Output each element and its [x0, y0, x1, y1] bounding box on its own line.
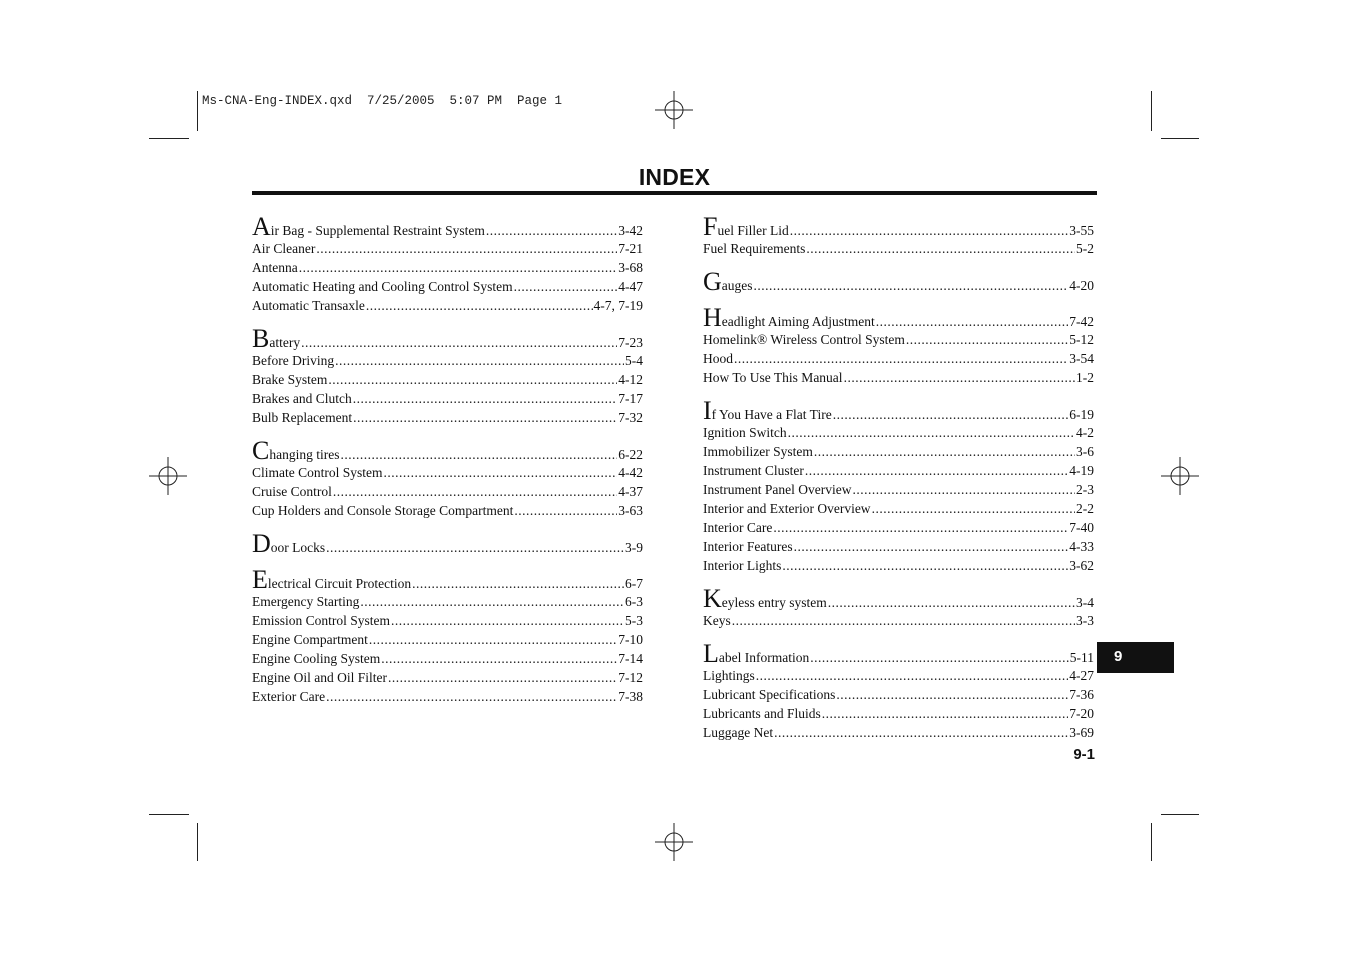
index-section-b — [252, 324, 643, 427]
index-entry-label — [703, 499, 871, 518]
index-entry-page: 3-6 — [1076, 444, 1094, 459]
index-entry-page: 5-2 — [1076, 241, 1094, 256]
index-entry-page: 5-12 — [1069, 332, 1094, 347]
registration-mark-right — [1161, 457, 1199, 495]
index-entry-text: Lightings — [703, 668, 755, 683]
index-entry — [703, 584, 1094, 613]
index-entry-label — [703, 442, 813, 461]
dot-leader — [299, 258, 618, 277]
index-entry-page: 6-22 — [618, 447, 643, 462]
dot-leader — [836, 685, 1068, 704]
index-entry-text: ir Bag - Supplemental Restraint System — [270, 223, 485, 238]
index-entry-label — [703, 723, 773, 742]
index-entry-label — [252, 258, 298, 277]
index-entry-text: Brake System — [252, 372, 328, 387]
index-entry — [252, 239, 643, 258]
index-entry-page: 7-42 — [1069, 314, 1094, 329]
index-entry — [703, 442, 1094, 461]
index-entry — [252, 501, 643, 520]
section-initial-letter: A — [252, 212, 271, 241]
index-section-f — [703, 212, 1094, 258]
index-entry-text: attery — [269, 335, 301, 350]
index-entry-page: 3-68 — [618, 260, 643, 275]
dot-leader — [353, 389, 618, 408]
dot-leader — [822, 704, 1069, 723]
index-entry — [252, 389, 643, 408]
page-title: INDEX — [638, 164, 711, 190]
index-entry-text: Interior Lights — [703, 558, 782, 573]
index-entry-text: Before Driving — [252, 353, 335, 368]
dot-leader — [732, 611, 1075, 630]
index-entry-text: Fuel Requirements — [703, 241, 806, 256]
dot-leader — [774, 723, 1068, 742]
section-initial-letter: C — [252, 436, 270, 465]
index-entry-page: 4-37 — [618, 484, 643, 499]
index-entry-text: f You Have a Flat Tire — [711, 407, 832, 422]
index-entry-text: Immobilizer System — [703, 444, 813, 459]
index-entry-page: 3-63 — [618, 503, 643, 518]
index-entry-page: 7-20 — [1069, 706, 1094, 721]
dot-leader — [316, 239, 617, 258]
dot-leader — [794, 537, 1069, 556]
index-entry — [703, 461, 1094, 480]
index-entry — [252, 351, 643, 370]
index-entry-text: Engine Oil and Oil Filter — [252, 670, 387, 685]
section-initial-letter: L — [703, 639, 719, 668]
section-initial-letter: B — [252, 324, 270, 353]
index-entry-page: 3-4 — [1076, 595, 1094, 610]
dot-leader — [806, 239, 1075, 258]
index-entry — [252, 565, 643, 594]
index-entry-text: Exterior Care — [252, 689, 326, 704]
index-entry — [252, 592, 643, 611]
index-entry-text: Antenna — [252, 260, 298, 275]
index-entry-text: Climate Control System — [252, 465, 383, 480]
dot-leader — [872, 499, 1075, 518]
index-entry-text: Ignition Switch — [703, 425, 787, 440]
index-entry — [252, 649, 643, 668]
index-entry-label — [252, 649, 380, 668]
index-entry-page: 5-3 — [625, 613, 643, 628]
index-entry — [252, 436, 643, 465]
section-initial-letter: D — [252, 529, 271, 558]
index-entry-label — [703, 480, 851, 499]
index-entry — [703, 611, 1094, 630]
index-entry-text: Bulb Replacement — [252, 410, 353, 425]
dot-leader — [326, 537, 624, 559]
index-entry-text: abel Information — [718, 650, 810, 665]
dot-leader — [852, 480, 1075, 499]
page-number: 9-1 — [1073, 746, 1095, 763]
index-entry — [703, 723, 1094, 742]
index-entry — [703, 480, 1094, 499]
index-entry-label — [252, 277, 513, 296]
index-entry-text: eyless entry system — [721, 595, 827, 610]
index-entry-label — [252, 463, 383, 482]
index-entry — [252, 370, 643, 389]
index-entry-text: Engine Cooling System — [252, 651, 381, 666]
index-entry-page: 4-33 — [1069, 539, 1094, 554]
dot-leader — [360, 592, 624, 611]
index-section-a — [252, 212, 643, 315]
index-entry-page: 4-7, 7-19 — [593, 298, 643, 313]
index-entry — [252, 463, 643, 482]
index-entry-text: oor Locks — [270, 540, 326, 555]
index-entry-label — [252, 501, 513, 520]
index-entry-text: Keys — [703, 613, 731, 628]
print-slug: Ms-CNA-Eng-INDEX.qxd 7/25/2005 5:07 PM Page 1 — [202, 94, 563, 108]
registration-mark-top — [655, 91, 693, 129]
index-entry-page: 7-38 — [618, 689, 643, 704]
index-entry-page: 4-27 — [1069, 668, 1094, 683]
index-section-e — [252, 565, 643, 706]
index-section-c — [252, 436, 643, 520]
registration-mark-left — [149, 457, 187, 495]
index-entry — [703, 518, 1094, 537]
index-entry-label — [252, 408, 352, 427]
index-entry-text: Lubricant Specifications — [703, 687, 836, 702]
index-entry-page: 2-2 — [1076, 501, 1094, 516]
index-entry-page: 7-40 — [1069, 520, 1094, 535]
index-entry — [252, 408, 643, 427]
index-entry-text: Interior and Exterior Overview — [703, 501, 871, 516]
dot-leader — [369, 630, 617, 649]
index-entry-label — [703, 685, 835, 704]
dot-leader — [353, 408, 617, 427]
index-entry — [252, 687, 643, 706]
index-entry — [252, 296, 643, 315]
index-entry-text: Interior Features — [703, 539, 793, 554]
index-entry-text: How To Use This Manual — [703, 370, 843, 385]
index-entry-page: 7-12 — [618, 670, 643, 685]
index-entry-page: 4-47 — [618, 279, 643, 294]
dot-leader — [366, 296, 593, 315]
index-entry-page: 1-2 — [1076, 370, 1094, 385]
dot-leader — [773, 518, 1068, 537]
index-entry-page: 7-21 — [618, 241, 643, 256]
dot-leader — [384, 463, 618, 482]
index-entry — [252, 668, 643, 687]
index-entry-label — [703, 611, 731, 630]
index-entry — [703, 423, 1094, 442]
index-entry-text: Luggage Net — [703, 725, 774, 740]
dot-leader — [333, 482, 617, 501]
index-entry-text: Engine Compartment — [252, 632, 368, 647]
section-initial-letter: F — [703, 212, 718, 241]
index-entry-label — [703, 349, 733, 368]
index-entry — [703, 330, 1094, 349]
index-entry-text: hanging tires — [269, 447, 340, 462]
dot-leader — [335, 351, 624, 370]
index-entry-page: 2-3 — [1076, 482, 1094, 497]
section-initial-letter: E — [252, 565, 268, 594]
section-initial-letter: H — [703, 303, 722, 332]
index-entry — [252, 630, 643, 649]
index-entry-page: 3-55 — [1069, 223, 1094, 238]
index-entry-label — [703, 368, 843, 387]
index-entry-text: Air Cleaner — [252, 241, 316, 256]
index-entry — [703, 212, 1094, 241]
index-entry-label — [703, 666, 755, 685]
index-entry-text: auges — [721, 278, 753, 293]
index-entry — [703, 537, 1094, 556]
dot-leader — [814, 442, 1075, 461]
index-entry — [252, 277, 643, 296]
index-entry-page: 7-10 — [618, 632, 643, 647]
index-entry-text: Instrument Panel Overview — [703, 482, 852, 497]
index-entry-page: 4-42 — [618, 465, 643, 480]
index-entry-text: lectrical Circuit Protection — [267, 576, 412, 591]
index-entry-page: 7-32 — [618, 410, 643, 425]
index-entry-page: 6-3 — [625, 594, 643, 609]
index-entry-text: Homelink® Wireless Control System — [703, 332, 905, 347]
index-entry-label — [703, 704, 821, 723]
index-column-right — [703, 212, 1094, 756]
index-entry-page: 4-19 — [1069, 463, 1094, 478]
index-entry-page: 4-12 — [618, 372, 643, 387]
index-column-left — [252, 212, 643, 720]
dot-leader — [844, 368, 1075, 387]
index-entry-text: Interior Care — [703, 520, 773, 535]
index-entry — [703, 349, 1094, 368]
index-section-d — [252, 529, 643, 558]
dot-leader — [756, 666, 1068, 685]
index-entry — [703, 666, 1094, 685]
index-entry-page: 7-17 — [618, 391, 643, 406]
index-entry — [703, 685, 1094, 704]
index-entry-label — [252, 668, 387, 687]
index-entry-label — [252, 239, 315, 258]
index-entry — [252, 258, 643, 277]
dot-leader — [788, 423, 1075, 442]
index-entry — [703, 499, 1094, 518]
index-entry — [703, 639, 1094, 668]
index-entry-page: 5-4 — [625, 353, 643, 368]
index-section-l — [703, 639, 1094, 742]
index-entry — [703, 396, 1094, 425]
index-entry-label — [252, 351, 334, 370]
index-entry-label — [252, 296, 365, 315]
index-entry — [703, 303, 1094, 332]
index-entry-page: 3-42 — [618, 223, 643, 238]
index-entry-label — [252, 630, 368, 649]
index-entry-text: Brakes and Clutch — [252, 391, 352, 406]
index-entry-text: Emergency Starting — [252, 594, 360, 609]
index-entry-page: 4-2 — [1076, 425, 1094, 440]
index-section-h — [703, 303, 1094, 387]
index-entry-page: 6-19 — [1069, 407, 1094, 422]
index-entry-text: eadlight Aiming Adjustment — [721, 314, 875, 329]
dot-leader — [391, 611, 624, 630]
index-section-i — [703, 396, 1094, 575]
index-entry — [252, 324, 643, 353]
index-entry — [252, 529, 643, 558]
index-entry-label — [252, 611, 390, 630]
index-entry-page: 5-11 — [1069, 650, 1094, 665]
index-entry-page: 3-3 — [1076, 613, 1094, 628]
index-entry-label — [252, 389, 352, 408]
index-entry-text: uel Filler Lid — [717, 223, 789, 238]
chapter-tab-number: 9 — [1114, 648, 1123, 665]
dot-leader — [326, 687, 617, 706]
dot-leader — [514, 277, 618, 296]
index-entry-label — [703, 330, 905, 349]
index-entry-text: Hood — [703, 351, 733, 366]
index-entry-text: Lubricants and Fluids — [703, 706, 821, 721]
index-entry-label — [703, 537, 793, 556]
chapter-tab — [1097, 642, 1174, 673]
index-entry-page: 4-20 — [1069, 278, 1094, 293]
index-entry-text: Automatic Heating and Cooling Control System — [252, 279, 513, 294]
dot-leader — [388, 668, 617, 687]
index-entry-page: 3-62 — [1069, 558, 1094, 573]
index-section-k — [703, 584, 1094, 630]
dot-leader — [328, 370, 617, 389]
index-entry-label — [703, 423, 787, 442]
index-entry-page: 7-14 — [618, 651, 643, 666]
index-entry-label — [252, 482, 332, 501]
index-entry-label — [252, 529, 326, 559]
index-entry — [703, 368, 1094, 387]
index-entry — [252, 212, 643, 241]
dot-leader — [734, 349, 1068, 368]
index-entry — [703, 556, 1094, 575]
index-entry-label — [703, 556, 781, 575]
section-initial-letter: K — [703, 584, 722, 613]
index-entry-text: Cup Holders and Console Storage Compartment — [252, 503, 514, 518]
index-entry-page: 7-36 — [1069, 687, 1094, 702]
dot-leader — [906, 330, 1068, 349]
dot-leader — [381, 649, 617, 668]
registration-mark-bottom — [655, 823, 693, 861]
index-entry — [703, 704, 1094, 723]
index-entry-label — [252, 592, 359, 611]
index-entry-page: 7-23 — [618, 335, 643, 350]
index-entry-text: Cruise Control — [252, 484, 332, 499]
index-entry-label — [703, 461, 804, 480]
index-entry-label — [703, 518, 772, 537]
index-entry — [252, 611, 643, 630]
dot-leader — [514, 501, 617, 520]
section-initial-letter: G — [703, 267, 722, 296]
index-entry — [703, 239, 1094, 258]
index-entry — [703, 267, 1094, 296]
index-entry-page: 3-69 — [1069, 725, 1094, 740]
index-entry-label — [703, 239, 805, 258]
index-entry-text: Emission Control System — [252, 613, 391, 628]
title-rule — [252, 191, 1097, 195]
index-entry-page: 6-7 — [625, 576, 643, 591]
index-entry-label — [252, 370, 327, 389]
index-entry — [252, 482, 643, 501]
index-section-g — [703, 267, 1094, 296]
index-entry-label — [703, 267, 753, 297]
dot-leader — [805, 461, 1068, 480]
index-entry-text: Instrument Cluster — [703, 463, 804, 478]
index-entry-text: Automatic Transaxle — [252, 298, 365, 313]
index-entry-page: 3-9 — [625, 540, 643, 555]
section-initial-letter: I — [703, 396, 712, 425]
index-entry-page: 3-54 — [1069, 351, 1094, 366]
index-entry-label — [252, 687, 325, 706]
dot-leader — [754, 275, 1069, 297]
dot-leader — [782, 556, 1068, 575]
